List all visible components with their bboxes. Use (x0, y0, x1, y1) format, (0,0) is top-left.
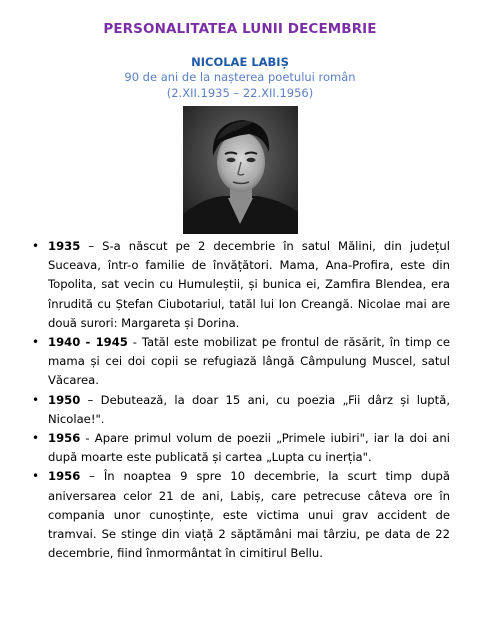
item-separator: – (80, 469, 104, 484)
item-year: 1950 (48, 392, 81, 407)
portrait-photo (183, 106, 298, 234)
anniversary-subtitle: 90 de ani de la nașterea poetului român (124, 70, 356, 84)
bullet-icon: • (32, 431, 40, 446)
life-dates: (2.XII.1935 – 22.XII.1956) (166, 86, 314, 100)
item-year: 1940 - 1945 (48, 335, 128, 350)
bullet-icon: • (32, 335, 40, 350)
list-item (30, 333, 450, 391)
poet-name: NICOLAE LABIȘ (191, 55, 289, 69)
list-item (30, 467, 450, 563)
item-separator: – (80, 392, 101, 407)
item-text: În noaptea 9 spre 10 decembrie, la scurt timp după aniversarea celor 21 de ani, Labiș, care petrecuse câteva ore în compania unor cunoștințe, este victima unui grav accident de tramvai. Se stinge din viață 2 săptămâni mai târziu, pe data de 22 decembrie, fiind înmormântat în cimitirul Bellu. (48, 469, 451, 561)
item-text: Apare primul volum de poezii „Primele iubiri", iar la doi ani după moarte este publicată și cartea „Lupta cu inerția". (48, 431, 450, 465)
biography-list (30, 237, 450, 563)
list-item (30, 237, 450, 333)
bullet-icon: • (32, 239, 40, 253)
item-year: 1956 (48, 431, 81, 446)
item-text: Debutează, la doar 15 ani, cu poezia „Fii dârz și luptă, Nicolae!". (48, 392, 450, 426)
list-item (30, 429, 450, 467)
item-year: 1935 (48, 239, 81, 253)
portrait-icon (183, 106, 298, 234)
item-separator: – (80, 239, 103, 253)
bullet-icon: • (32, 392, 40, 407)
item-text: S-a născut pe 2 decembrie în satul Mălini, din județul Suceava, într-o familie de învățători. Mama, Ana-Profira, este din Topolita, sat vecin cu Humuleștii, și bunica ei, Zamfira Blendea, era înrudită cu Ștefan Ciubotariul, tatăl lui Ion Creangă. Nicolae mai are două surori: Margareta și Dorina. (48, 239, 450, 330)
bullet-icon: • (32, 469, 40, 484)
page-title: PERSONALITATEA LUNII DECEMBRIE (103, 21, 377, 37)
item-separator: - (127, 335, 142, 350)
item-text: Tatăl este mobilizat pe frontul de răsărit, în timp ce mama și cei doi copii se refugiază lângă Câmpulung Muscel, satul Văcarea. (48, 335, 450, 388)
item-year: 1956 (48, 469, 81, 484)
item-separator: - (80, 431, 95, 446)
list-item (30, 391, 450, 429)
